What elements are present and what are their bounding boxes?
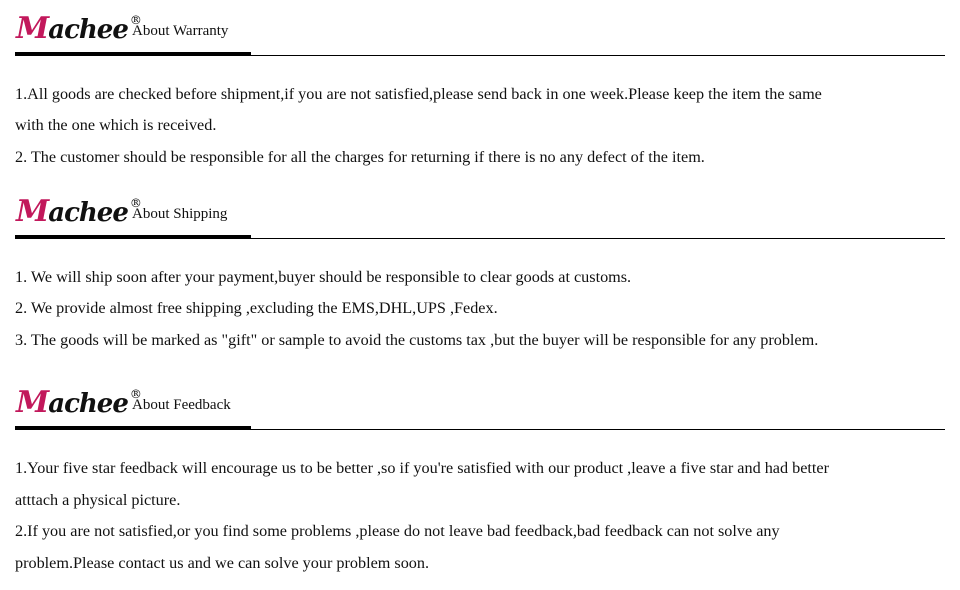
warranty-line: 2. The customer should be responsible for all the charges for returning if there is no any defect of the item. — [15, 148, 705, 166]
feedback-line: atttach a physical picture. — [15, 491, 181, 509]
brand-logo — [16, 194, 141, 229]
warranty-heading: About Warranty — [132, 23, 229, 39]
feedback-line: 1.Your five star feedback will encourage us to be better ,so if you're satisfied with our product ,leave a five star and had better — [15, 459, 829, 477]
registered-mark: ® — [129, 387, 141, 401]
brand-logo — [16, 11, 141, 46]
warranty-line: 1.All goods are checked before shipment,if you are not satisfied,please send back in one week.Please keep the item the same — [15, 85, 822, 103]
shipping-line: 3. The goods will be marked as "gift" or sample to avoid the customs tax ,but the buyer will be responsible for any problem. — [15, 331, 819, 349]
logo-text: achee — [48, 198, 128, 228]
logo-initial: M — [16, 385, 49, 420]
logo-initial: M — [16, 194, 49, 229]
logo-text: achee — [48, 15, 128, 45]
shipping-line: 2. We provide almost free shipping ,excluding the EMS,DHL,UPS ,Fedex. — [15, 299, 498, 317]
feedback-line: 2.If you are not satisfied,or you find some problems ,please do not leave bad feedback,bad feedback can not solve any — [15, 522, 780, 540]
registered-mark: ® — [129, 196, 141, 210]
registered-mark: ® — [129, 13, 141, 27]
section-divider — [15, 55, 945, 56]
brand-logo — [16, 385, 141, 420]
feedback-heading: About Feedback — [132, 397, 231, 413]
logo-text: achee — [48, 389, 128, 419]
section-divider — [15, 238, 945, 239]
shipping-line: 1. We will ship soon after your payment,buyer should be responsible to clear goods at customs. — [15, 268, 632, 286]
feedback-line: problem.Please contact us and we can solve your problem soon. — [15, 554, 430, 572]
shipping-heading: About Shipping — [132, 206, 228, 222]
logo-initial: M — [16, 11, 49, 46]
warranty-line: with the one which is received. — [15, 116, 217, 134]
section-divider — [15, 429, 945, 430]
